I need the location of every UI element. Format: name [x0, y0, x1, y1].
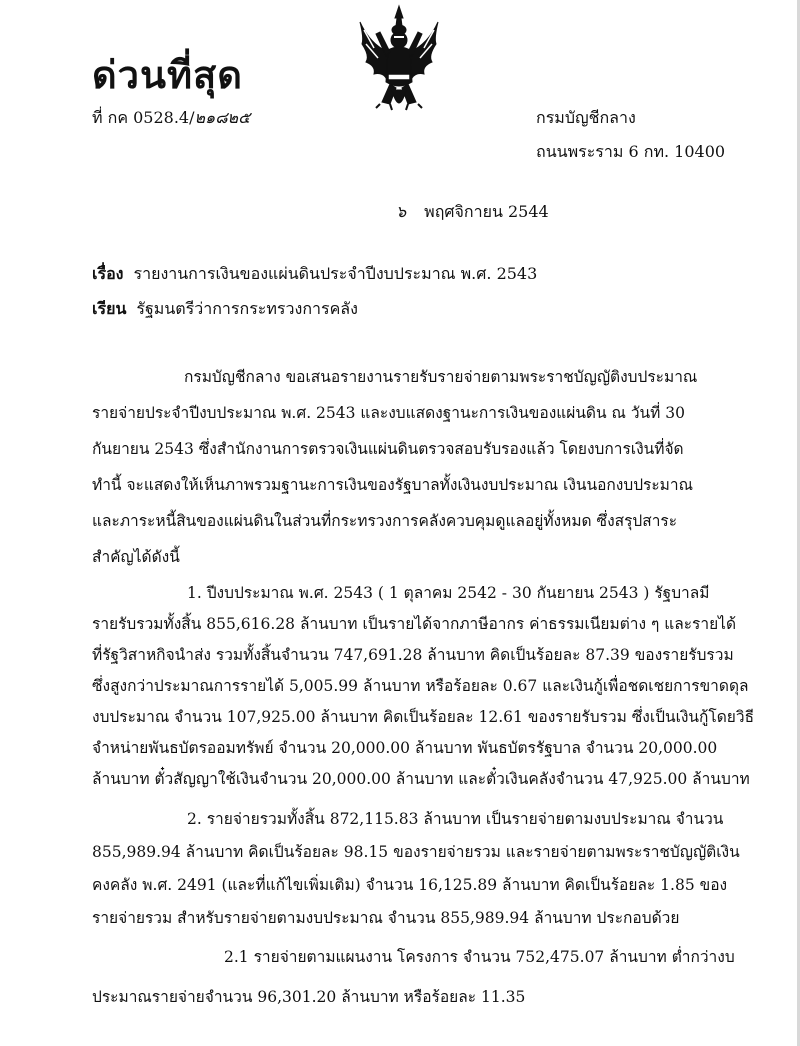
paragraph-line: 2. รายจ่ายรวมทั้งสิ้น 872,115.83 ล้านบาท เป็นรายจ่ายตามงบประมาณ จำนวน	[187, 810, 724, 828]
paragraph-line: รายรับรวมทั้งสิ้น 855,616.28 ล้านบาท เป็นรายได้จากภาษีอากร ค่าธรรมเนียมต่าง ๆ และรายได้	[92, 615, 737, 633]
paragraph-line: ล้านบาท ตั๋วสัญญาใช้เงินจำนวน 20,000.00 ล้านบาท และตั๋วเงินคลังจำนวน 47,925.00 ล้านบาท	[92, 770, 750, 788]
subject-label: เรื่อง	[92, 264, 124, 283]
paragraph-line: 855,989.94 ล้านบาท คิดเป็นร้อยละ 98.15 ของรายจ่ายรวม และรายจ่ายตามพระราชบัญญัติเงิน	[92, 843, 740, 861]
recipient-label: เรียน	[92, 299, 127, 318]
paragraph-line: 1. ปีงบประมาณ พ.ศ. 2543 ( 1 ตุลาคม 2542 - 30 กันยายน 2543 ) รัฐบาลมี	[187, 584, 710, 602]
paragraph-line: คงคลัง พ.ศ. 2491 (และที่แก้ไขเพิ่มเติม) จำนวน 16,125.89 ล้านบาท คิดเป็นร้อยละ 1.85 ของ	[92, 876, 728, 894]
recipient-line	[92, 297, 358, 322]
paragraph-line: กรมบัญชีกลาง ขอเสนอรายงานรายรับรายจ่ายตามพระราชบัญญัติงบประมาณ	[184, 368, 698, 386]
letter-date	[396, 200, 549, 225]
paragraph-line: ซึ่งสูงกว่าประมาณการรายได้ 5,005.99 ล้านบาท หรือร้อยละ 0.67 และเงินกู้เพื่อชดเชยการขาดดุล	[92, 677, 749, 695]
subject-text: รายงานการเงินของแผ่นดินประจำปีงบประมาณ พ.ศ. 2543	[133, 264, 538, 283]
reference-number	[92, 106, 250, 131]
paragraph-line: สำคัญได้ดังนี้	[92, 548, 180, 566]
reference-prefix: ที่ กค 0528.4/	[92, 108, 195, 127]
reference-handwritten: ๒๑๘๒๕	[194, 108, 251, 127]
paragraph-line: ทำนี้ จะแสดงให้เห็นภาพรวมฐานะการเงินของรัฐบาลทั้งเงินงบประมาณ เงินนอกงบประมาณ	[92, 476, 693, 494]
date-month-year: พฤศจิกายน 2544	[424, 202, 549, 221]
sender-address: ถนนพระราม 6 กท. 10400	[536, 142, 726, 161]
urgency-heading: ด่วนที่สุด	[92, 52, 243, 97]
paragraph-line: และภาระหนี้สินของแผ่นดินในส่วนที่กระทรวงการคลังควบคุมดูแลอยู่ทั้งหมด ซึ่งสรุปสาระ	[92, 512, 678, 530]
paragraph-line: ประมาณรายจ่ายจำนวน 96,301.20 ล้านบาท หรือร้อยละ 11.35	[92, 988, 526, 1006]
recipient-text: รัฐมนตรีว่าการกระทรวงการคลัง	[136, 299, 358, 318]
paragraph-line: 2.1 รายจ่ายตามแผนงาน โครงการ จำนวน 752,475.07 ล้านบาท ต่ำกว่างบ	[224, 948, 735, 966]
date-day: ๖	[396, 202, 407, 221]
paragraph-line: จำหน่ายพันธบัตรออมทรัพย์ จำนวน 20,000.00 ล้านบาท พันธบัตรรัฐบาล จำนวน 20,000.00	[92, 739, 718, 757]
garuda-emblem-icon	[356, 4, 442, 124]
paragraph-line: ที่รัฐวิสาหกิจนำส่ง รวมทั้งสิ้นจำนวน 747,691.28 ล้านบาท คิดเป็นร้อยละ 87.39 ของรายรับรวม	[92, 646, 734, 664]
paragraph-line: งบประมาณ จำนวน 107,925.00 ล้านบาท คิดเป็นร้อยละ 12.61 ของรายรับรวม ซึ่งเป็นเงินกู้โดยวิธี	[92, 708, 755, 726]
subject-line	[92, 262, 537, 287]
paragraph-line: กันยายน 2543 ซึ่งสำนักงานการตรวจเงินแผ่นดินตรวจสอบรับรองแล้ว โดยงบการเงินที่จัด	[92, 440, 684, 458]
sender-organization: กรมบัญชีกลาง	[536, 108, 636, 127]
paragraph-line: รายจ่ายรวม สำหรับรายจ่ายตามงบประมาณ จำนวน 855,989.94 ล้านบาท ประกอบด้วย	[92, 909, 680, 927]
paragraph-line: รายจ่ายประจำปีงบประมาณ พ.ศ. 2543 และงบแสดงฐานะการเงินของแผ่นดิน ณ วันที่ 30	[92, 404, 685, 422]
